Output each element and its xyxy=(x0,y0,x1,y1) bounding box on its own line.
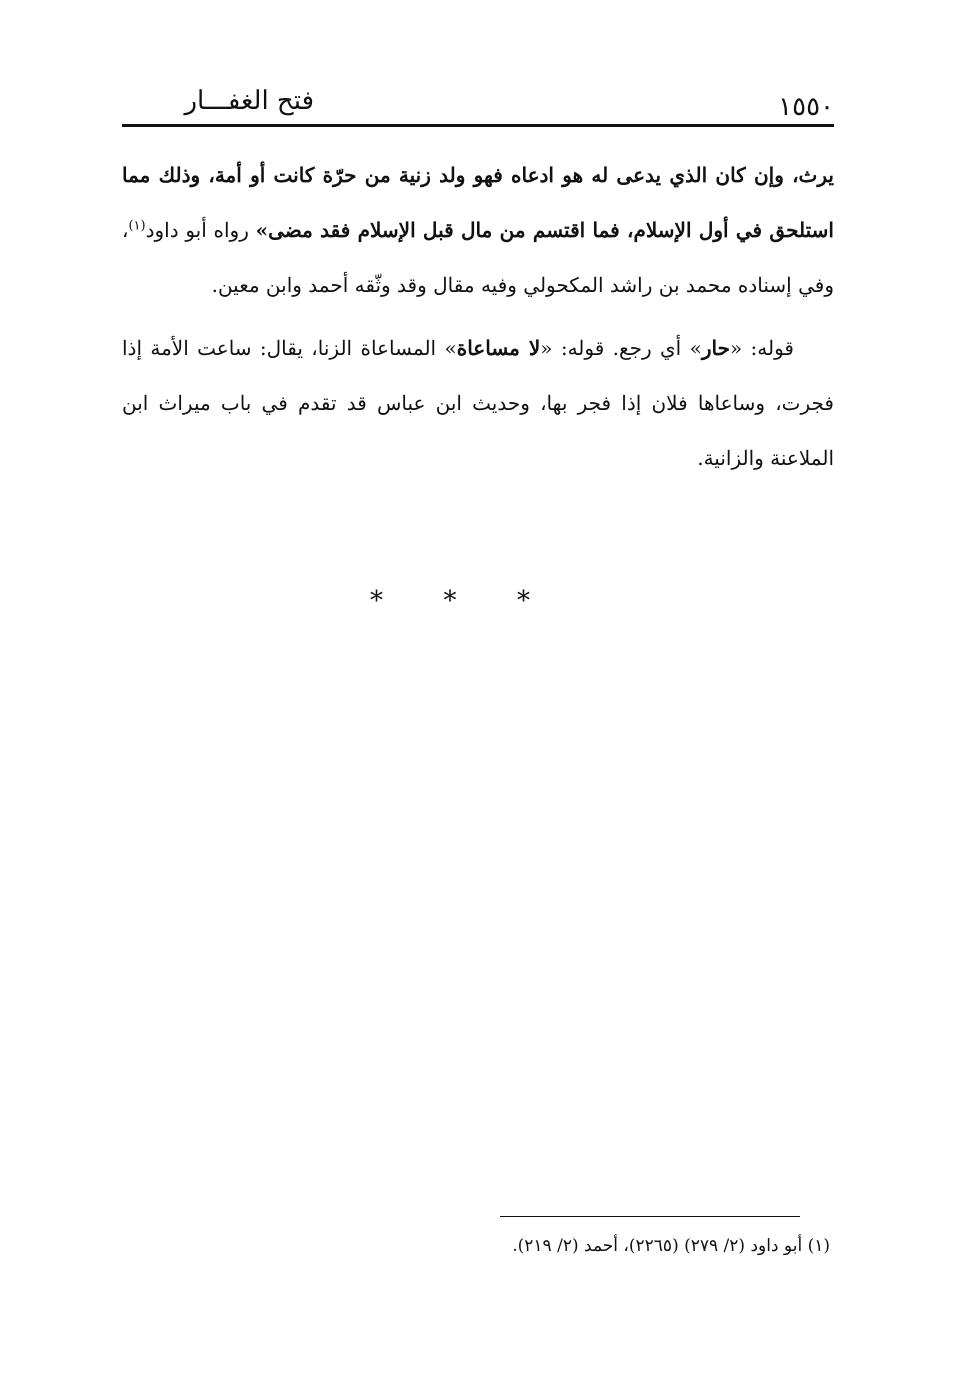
paragraph-2-text-c: » المساعاة الزنا، يقال: ساعت الأمة إذا فجرت، وساعاها فلان إذا فجر بها، وحديث ابن عباس قد تقدم في باب ميراث ابن الملاعنة والزانية. xyxy=(122,336,834,470)
page-number: ١٥٥٠ xyxy=(778,92,834,122)
term-haar: حار xyxy=(701,336,730,360)
paragraph-1-text-a: رواه أبو داود xyxy=(145,218,256,242)
paragraph-1 xyxy=(122,148,834,313)
footnote-ref: (١) xyxy=(128,218,146,234)
page-header xyxy=(122,78,834,128)
paragraph-1-text-b: ، وفي إسناده محمد بن راشد المكحولي وفيه مقال وقد وثّقه أحمد وابن معين. xyxy=(122,218,834,297)
separator-star: * xyxy=(443,586,457,616)
body-text xyxy=(122,148,834,486)
hadith-quote: يرث، وإن كان الذي يدعى له هو ادعاه فهو ولد زنية من حرّة كانت أو أمة، وذلك مما استلحق في أول الإسلام، فما اقتسم من مال قبل الإسلام فقد مضى» xyxy=(122,163,834,242)
header-rule xyxy=(122,124,834,127)
paragraph-2-text-a: قوله: « xyxy=(729,336,794,360)
separator-star: * xyxy=(370,586,383,616)
term-la-musaah: لا مساعاة xyxy=(456,336,541,360)
section-separator xyxy=(370,586,530,616)
separator-star: * xyxy=(517,586,530,616)
footnote: (١) أبو داود (٢/ ٢٧٩) (٢٢٦٥)، أحمد (٢/ ٢١٩). xyxy=(512,1236,830,1256)
paragraph-2 xyxy=(122,321,834,486)
paragraph-2-text-b: » أي رجع. قوله: « xyxy=(540,336,702,360)
running-title: فتح الغفـــار xyxy=(184,86,314,116)
footnote-rule xyxy=(500,1216,800,1217)
